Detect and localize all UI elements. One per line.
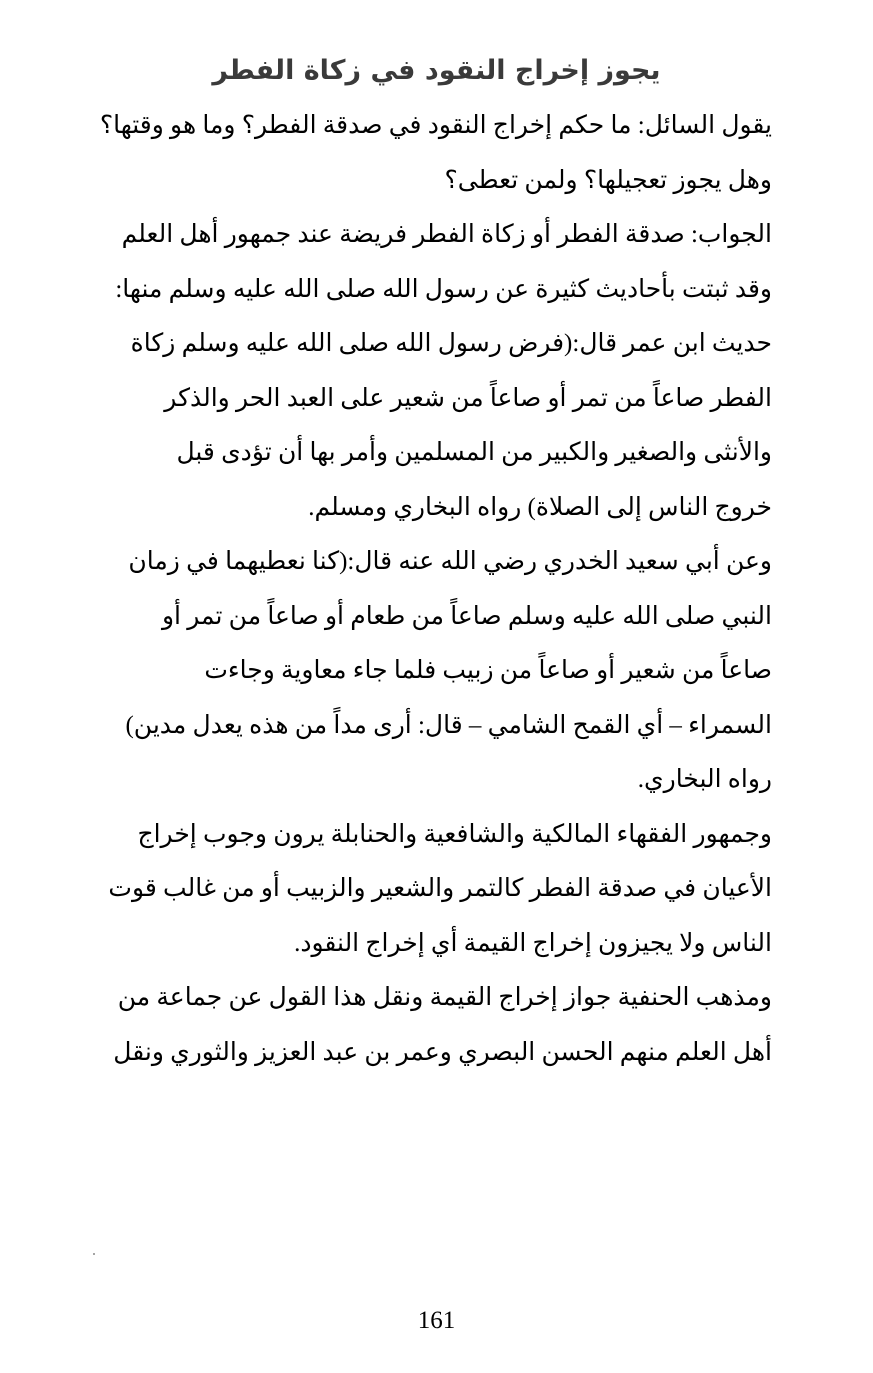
- scan-speck: [93, 1253, 95, 1255]
- text-line: الفطر صاعاً من تمر أو صاعاً من شعير على العبد الحر والذكر: [164, 384, 772, 412]
- body-text: [84, 99, 772, 1080]
- page-heading: يجوز إخراج النقود في زكاة الفطر: [212, 55, 661, 86]
- text-line: صاعاً من شعير أو صاعاً من زبيب فلما جاء معاوية وجاءت: [204, 657, 772, 684]
- text-line: الأعيان في صدقة الفطر كالتمر والشعير والزبيب أو من غالب قوت: [108, 875, 772, 902]
- text-line: النبي صلى الله عليه وسلم صاعاً من طعام أو صاعاً من تمر أو: [161, 602, 772, 630]
- text-line: وجمهور الفقهاء المالكية والشافعية والحنابلة يرون وجوب إخراج: [137, 820, 772, 848]
- text-line: السمراء – أي القمح الشامي – قال: أرى مداً من هذه يعدل مدين): [125, 711, 772, 739]
- text-line: والأنثى والصغير والكبير من المسلمين وأمر بها أن تؤدى قبل: [176, 439, 772, 466]
- text-line: ومذهب الحنفية جواز إخراج القيمة ونقل هذا القول عن جماعة من: [117, 984, 772, 1011]
- text-line: الجواب: صدقة الفطر أو زكاة الفطر فريضة عند جمهور أهل العلم: [121, 221, 772, 248]
- text-line: حديث ابن عمر قال:(فرض رسول الله صلى الله عليه وسلم زكاة: [130, 330, 772, 357]
- text-line: وعن أبي سعيد الخدري رضي الله عنه قال:(كنا نعطيهما في زمان: [128, 548, 772, 575]
- page-number: 161: [417, 1307, 456, 1334]
- text-line: وقد ثبتت بأحاديث كثيرة عن رسول الله صلى الله عليه وسلم منها:: [115, 275, 772, 303]
- text-line: رواه البخاري.: [637, 766, 772, 793]
- text-line: أهل العلم منهم الحسن البصري وعمر بن عبد العزيز والثوري ونقل: [113, 1038, 772, 1066]
- text-line: الناس ولا يجيزون إخراج القيمة أي إخراج النقود.: [294, 929, 772, 957]
- text-line: خروج الناس إلى الصلاة) رواه البخاري ومسلم.: [308, 493, 772, 521]
- text-line: يقول السائل: ما حكم إخراج النقود في صدقة الفطر؟ وما هو وقتها؟: [99, 112, 772, 139]
- text-line: وهل يجوز تعجيلها؟ ولمن تعطى؟: [444, 166, 772, 194]
